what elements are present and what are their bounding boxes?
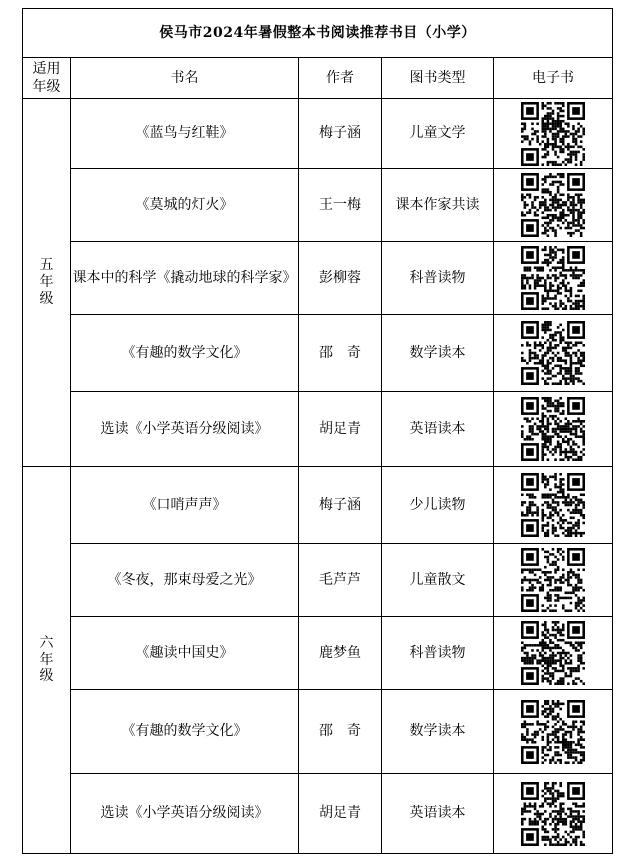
book-title: 《莫城的灯火》 — [71, 169, 299, 242]
book-type: 科普读物 — [382, 617, 494, 690]
table-row — [23, 467, 613, 544]
book-title: 《有趣的数学文化》 — [71, 315, 299, 392]
grade-label: 五年级 — [39, 257, 54, 307]
book-type: 少儿读物 — [382, 467, 494, 544]
table-row — [23, 544, 613, 617]
book-type: 儿童文学 — [382, 99, 494, 169]
qr-code-icon[interactable] — [521, 321, 585, 385]
grade-label: 六年级 — [39, 634, 54, 685]
book-type: 英语读本 — [382, 392, 494, 467]
ebook-cell — [494, 99, 613, 169]
grade-cell — [23, 99, 71, 467]
ebook-cell — [494, 617, 613, 690]
table-row — [23, 690, 613, 774]
ebook-cell — [494, 315, 613, 392]
book-author: 邵 奇 — [299, 315, 382, 392]
header-grade: 适用年级 — [23, 58, 71, 99]
qr-code-icon[interactable] — [521, 782, 585, 846]
header-author: 作者 — [299, 58, 382, 99]
table-row — [23, 315, 613, 392]
book-title: 《冬夜，那束母爱之光》 — [71, 544, 299, 617]
header-book: 书名 — [71, 58, 299, 99]
book-title: 选读《小学英语分级阅读》 — [71, 774, 299, 854]
ebook-cell — [494, 774, 613, 854]
book-author: 鹿梦鱼 — [299, 617, 382, 690]
table-row — [23, 617, 613, 690]
ebook-cell — [494, 467, 613, 544]
book-author: 彭柳蓉 — [299, 242, 382, 315]
table-row — [23, 774, 613, 854]
table-title: 侯马市2024年暑假整本书阅读推荐书目（小学） — [23, 9, 613, 58]
book-author: 王一梅 — [299, 169, 382, 242]
book-author: 梅子涵 — [299, 467, 382, 544]
qr-code-icon[interactable] — [521, 246, 585, 310]
book-author: 梅子涵 — [299, 99, 382, 169]
qr-code-icon[interactable] — [521, 621, 585, 685]
qr-code-icon[interactable] — [521, 102, 585, 166]
qr-code-icon[interactable] — [521, 397, 585, 461]
table-row — [23, 99, 613, 169]
book-title: 《蓝鸟与红鞋》 — [71, 99, 299, 169]
book-title: 《口哨声声》 — [71, 467, 299, 544]
ebook-cell — [494, 169, 613, 242]
table-row — [23, 242, 613, 315]
header-row — [23, 58, 613, 99]
ebook-cell — [494, 544, 613, 617]
book-title: 《趣读中国史》 — [71, 617, 299, 690]
book-type: 数学读本 — [382, 690, 494, 774]
qr-code-icon[interactable] — [521, 173, 585, 237]
book-title: 选读《小学英语分级阅读》 — [71, 392, 299, 467]
book-type: 数学读本 — [382, 315, 494, 392]
book-author: 邵 奇 — [299, 690, 382, 774]
qr-code-icon[interactable] — [521, 700, 585, 764]
book-title: 课本中的科学《撬动地球的科学家》 — [71, 242, 299, 315]
ebook-cell — [494, 242, 613, 315]
book-title: 《有趣的数学文化》 — [71, 690, 299, 774]
qr-code-icon[interactable] — [521, 473, 585, 537]
book-type: 英语读本 — [382, 774, 494, 854]
book-type: 课本作家共读 — [382, 169, 494, 242]
reading-list-table — [22, 8, 613, 854]
book-type: 科普读物 — [382, 242, 494, 315]
book-type: 儿童散文 — [382, 544, 494, 617]
book-author: 胡足青 — [299, 392, 382, 467]
table-row — [23, 392, 613, 467]
ebook-cell — [494, 690, 613, 774]
header-type: 图书类型 — [382, 58, 494, 99]
table-row — [23, 169, 613, 242]
qr-code-icon[interactable] — [521, 548, 585, 612]
book-author: 胡足青 — [299, 774, 382, 854]
book-author: 毛芦芦 — [299, 544, 382, 617]
grade-cell — [23, 467, 71, 854]
header-ebook: 电子书 — [494, 58, 613, 99]
ebook-cell — [494, 392, 613, 467]
